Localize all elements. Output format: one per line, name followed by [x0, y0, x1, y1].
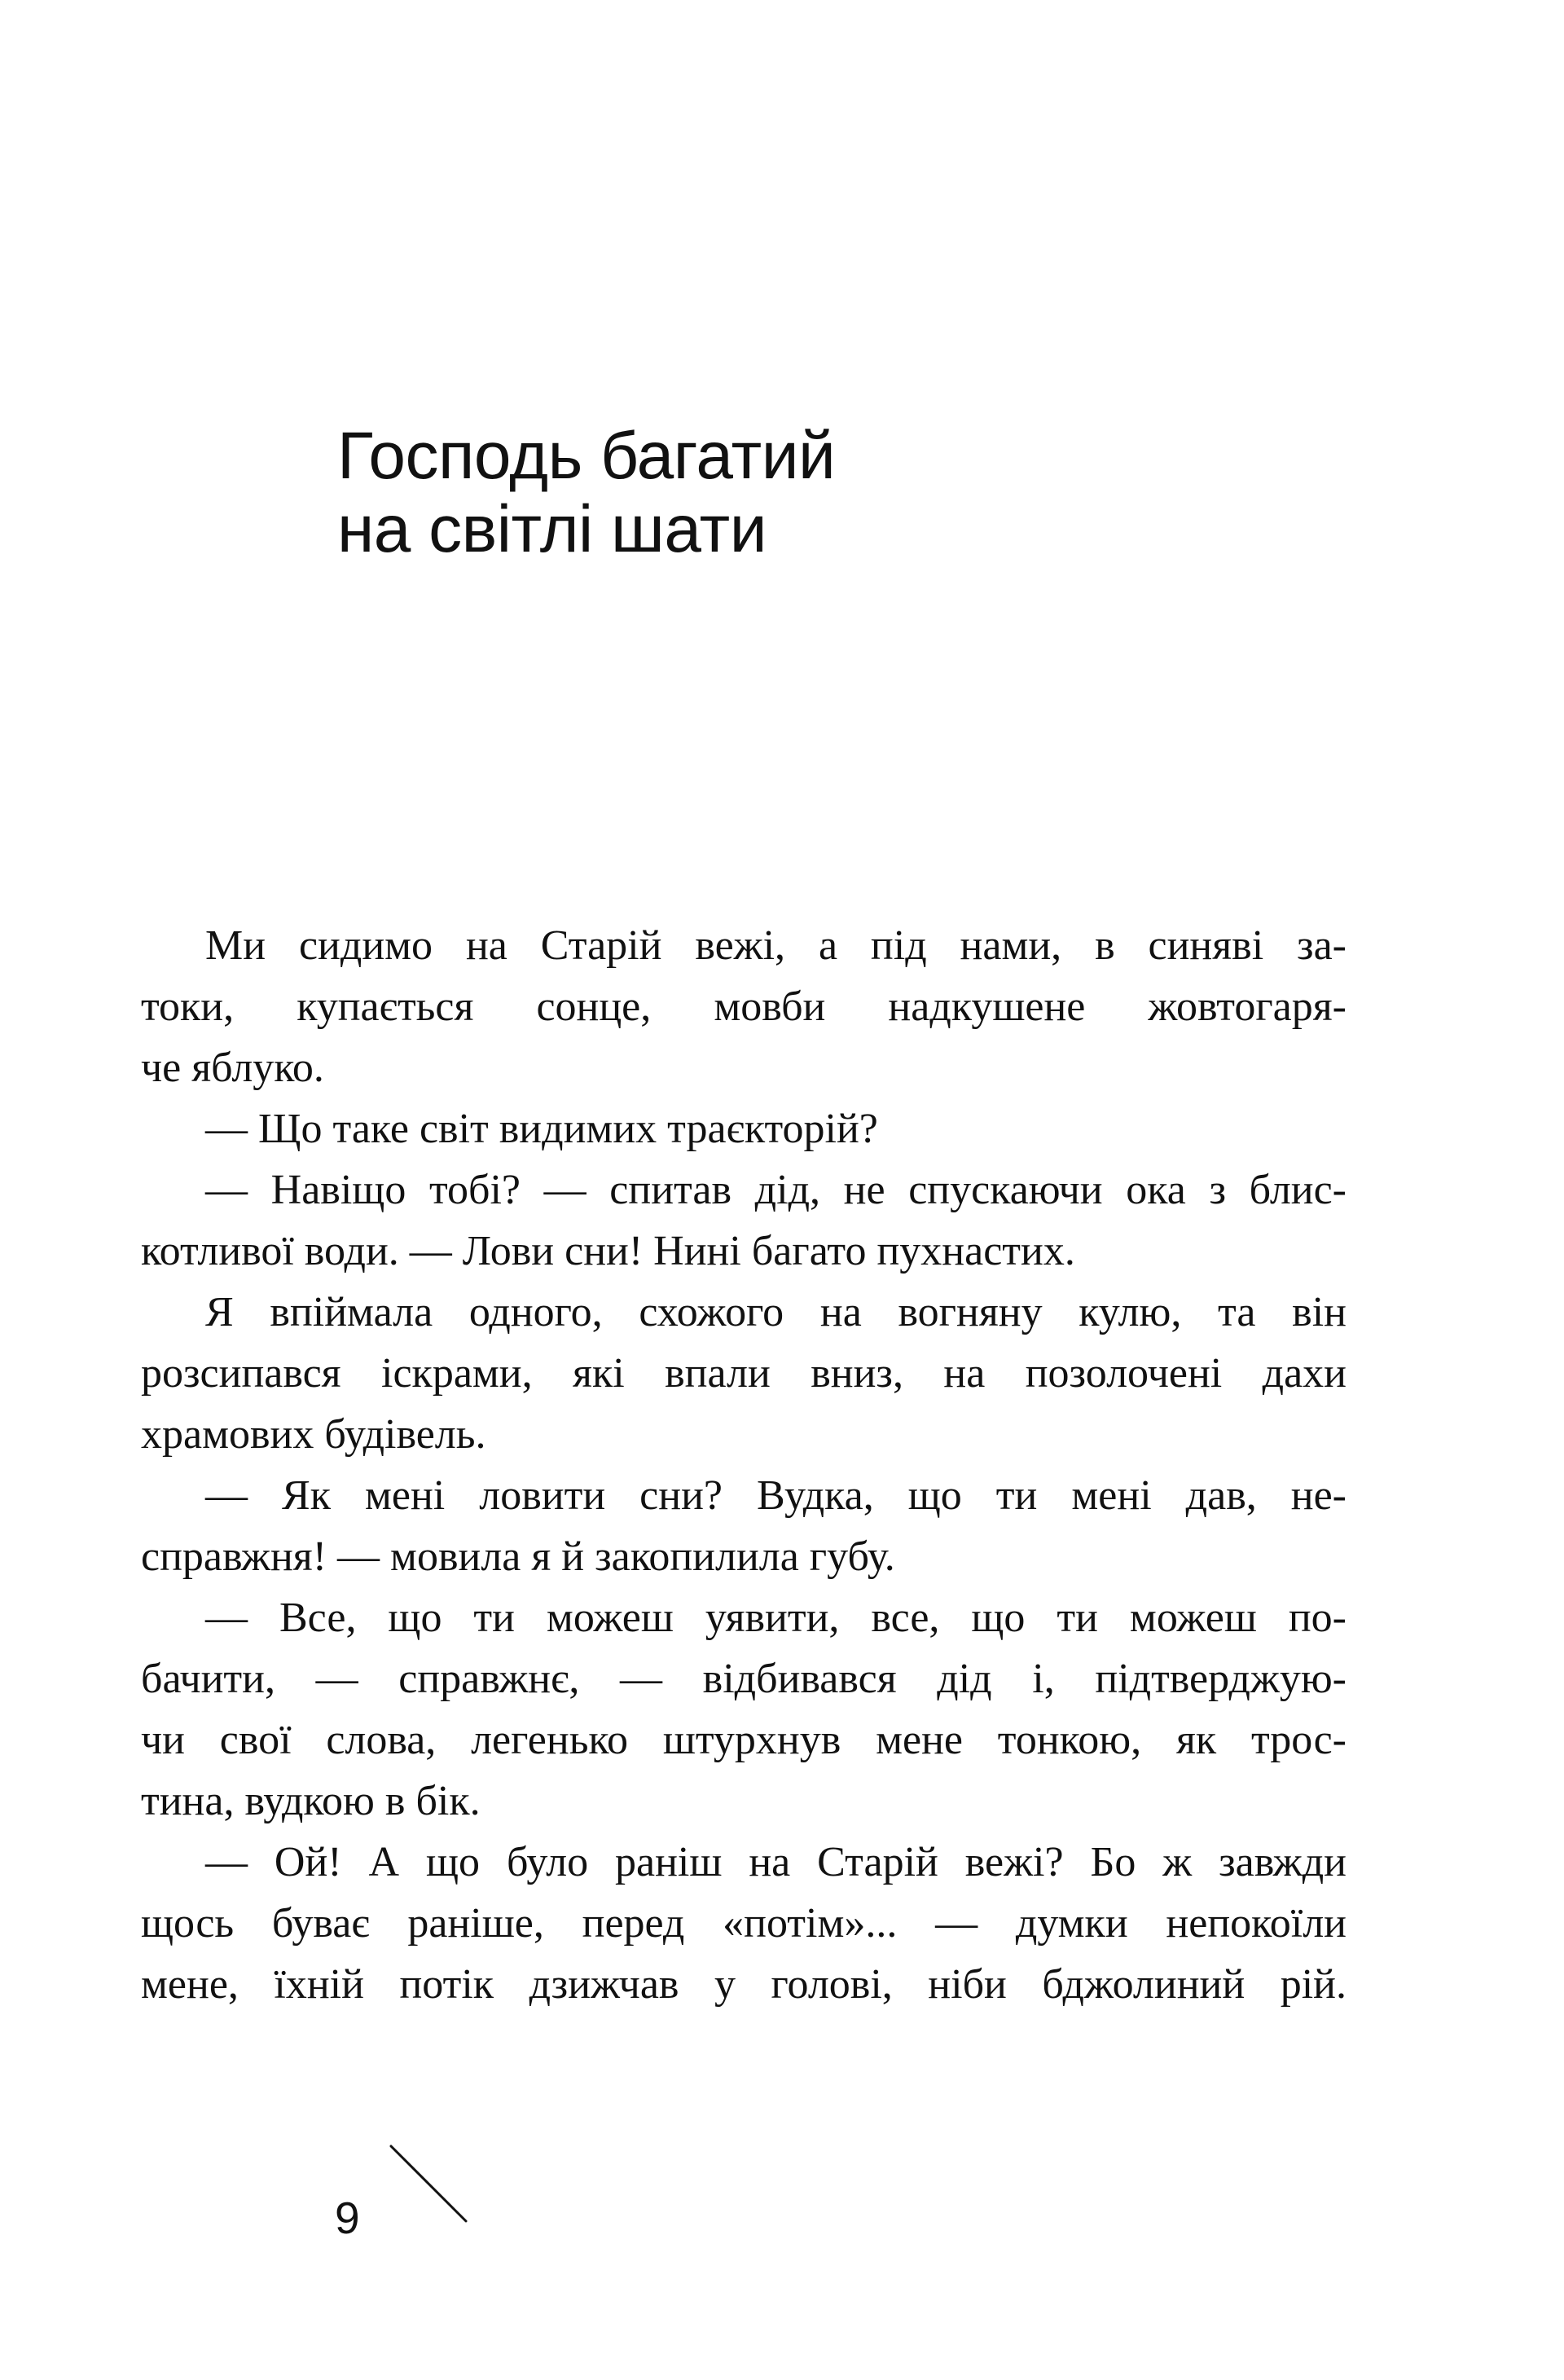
text-line: бачити, — справжнє, — відбивався дід і, підтверджую- — [141, 1656, 1347, 1702]
text-line: храмових будівель. — [141, 1411, 486, 1458]
text-line: розсипався іскрами, які впали вниз, на позолочені дахи — [141, 1350, 1347, 1397]
text-line: — Все, що ти можеш уявити, все, що ти можеш по- — [205, 1595, 1347, 1641]
text-line: щось буває раніше, перед «потім»... — думки непокоїли — [141, 1900, 1347, 1947]
page-number: 9 — [335, 2193, 360, 2243]
text-line: Ми сидимо на Старій вежі, а під нами, в синяві за- — [205, 922, 1347, 969]
chapter-title-line-1: Господь багатий — [337, 419, 836, 493]
diagonal-line-icon — [383, 2138, 474, 2229]
text-line: че яблуко. — [141, 1045, 324, 1091]
text-line: — Навіщо тобі? — спитав дід, не спускаючи ока з блис- — [205, 1167, 1347, 1213]
text-line: справжня! — мовила я й закопилила губу. — [141, 1533, 895, 1580]
text-line: — Що таке світ видимих траєкторій? — [205, 1106, 878, 1152]
text-line: мене, їхній потік дзижчав у голові, ніби бджолиний рій. — [141, 1961, 1347, 2008]
text-line: токи, купається сонце, мовби надкушене жовтогаря- — [141, 983, 1347, 1030]
text-line: Я впіймала одного, схожого на вогняну кулю, та він — [205, 1289, 1347, 1335]
text-line: тина, вудкою в бік. — [141, 1778, 481, 1824]
body-text — [141, 915, 1347, 2015]
text-line: — Як мені ловити сни? Вудка, що ти мені дав, не- — [205, 1472, 1347, 1519]
chapter-title-line-2: на світлі шати — [337, 492, 767, 566]
text-line: котливої води. — Лови сни! Нині багато пухнастих. — [141, 1228, 1075, 1274]
text-line: чи свої слова, легенько штурхнув мене тонкою, як трос- — [141, 1717, 1347, 1763]
text-line: — Ой! А що було раніш на Старій вежі? Бо ж завжди — [205, 1839, 1347, 1885]
chapter-title — [337, 420, 835, 566]
